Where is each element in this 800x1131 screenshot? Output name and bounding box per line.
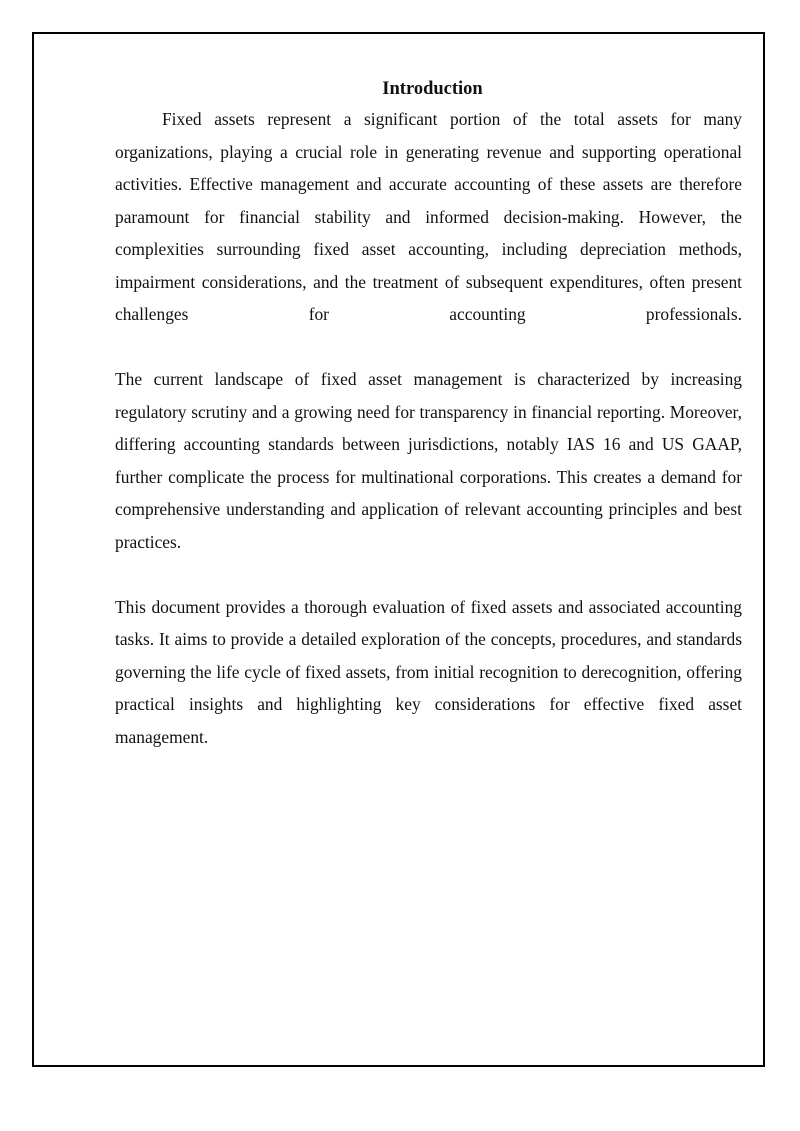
paragraph-spacer [115, 558, 742, 591]
paragraph-2: The current landscape of fixed asset management is characterized by increasing regulatory scrutiny and a growing need for transparency in financial reporting. Moreover, differing accounting standards between jurisdictions, notably IAS 16 and US GAAP, further complicate the process for multinational corporations. This creates a demand for comprehensive understanding and application of relevant accounting principles and best practices. [115, 369, 742, 552]
paragraph-spacer [115, 331, 742, 364]
paragraph-1: Fixed assets represent a significant portion of the total assets for many organizations, playing a crucial role in generating revenue and supporting operational activities. Effective management and accurate accounting of these assets are therefore paramount for financial stability and informed decision-making. However, the complexities surrounding fixed asset accounting, including depreciation methods, impairment considerations, and the treatment of subsequent expenditures, often present challenges for accounting professionals. [115, 109, 742, 324]
document-body [115, 75, 742, 753]
paragraph-3: This document provides a thorough evaluation of fixed assets and associated accounting tasks. It aims to provide a detailed exploration of the concepts, procedures, and standards governing the life cycle of fixed assets, from initial recognition to derecognition, offering practical insights and highlighting key considerations for effective fixed asset management. [115, 596, 742, 747]
document-title: Introduction [382, 79, 483, 99]
